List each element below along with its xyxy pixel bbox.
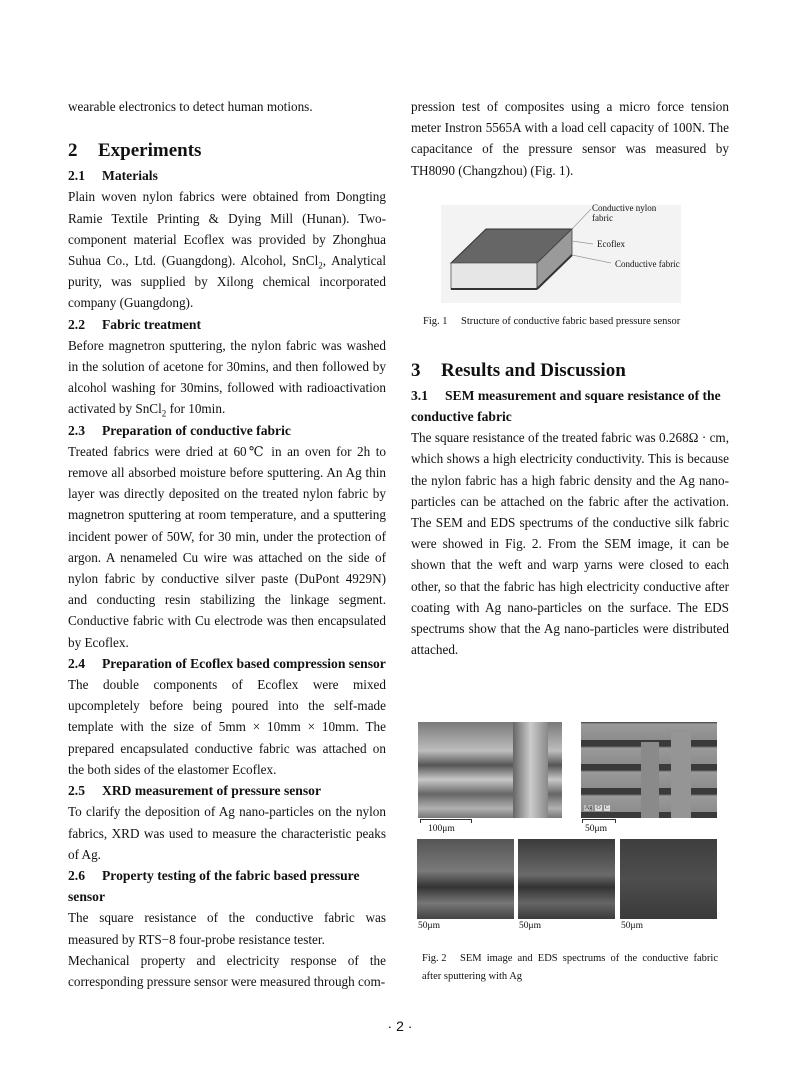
figure-2-caption: Fig. 2 SEM image and EDS spectrums of the conductive fabric after sputtering with Ag	[422, 953, 718, 982]
scale-bar-eds-1: 50μm	[418, 921, 440, 931]
label-ecoflex: Ecoflex	[597, 238, 625, 249]
right-column	[411, 96, 729, 660]
sem-image-low-mag	[418, 722, 562, 818]
eds-map-ag	[417, 839, 514, 919]
scale-bar-eds-2: 50μm	[519, 921, 541, 931]
section-heading-experiments: 2 Experiments	[68, 140, 202, 162]
eds-map-c	[620, 839, 717, 919]
continued-paragraph: pression test of composites using a micro force tension meter Instron 5565A with a load cell capacity of 100N. The capacitance of the pressure sensor was measured by TH8090 (Changzhou) (Fig. 1).	[411, 99, 729, 178]
subsection-heading-fabric-treatment: 2.2 Fabric treatment	[68, 316, 202, 332]
subsection-heading-ecoflex-sensor: 2.4 Preparation of Ecoflex based compression sensor	[68, 655, 386, 671]
intro-tail: wearable electronics to detect human motions.	[68, 99, 313, 114]
eds-legend: Ag O C	[585, 805, 609, 811]
sem-paragraph: The square resistance of the treated fabric was 0.268Ω · cm, which shows a high electricity conductivity. This is because the nylon fabric has a high fabric density and the Ag nano-particles can be attached on the fabric after the activation. The SEM and EDS spectrums of the conductive silk fabric were showed in Fig. 2. From the SEM image, it can be shown that the weft and warp yarns were closed to each other, so that the fabric has high electricity conductive after coating with Ag nano-particles on the surface. The EDS spectrums show that the Ag nano-particles were distributed attached.	[411, 430, 729, 658]
scale-bar-eds-3: 50μm	[621, 921, 643, 931]
materials-paragraph: Plain woven nylon fabrics were obtained from Dongting Ramie Textile Printing & Dying Mill (Hunan). Two-component material Ecoflex was provided by Zhonghua Suhua Co., Ltd. (Guangdong). Alcohol, SnCl$_2$, Analytical purity, was supplied by Xilong chemical incorporated company (Guangdong).	[68, 189, 386, 311]
section-heading-results: 3 Results and Discussion	[411, 359, 626, 381]
figure-1-caption: Fig. 1 Structure of conductive fabric based pressure sensor	[423, 315, 681, 327]
fabric-treatment-paragraph: Before magnetron sputtering, the nylon fabric was washed in the solution of acetone for 30mins, and then followed by alcohol washing for 30mins, followed with radioactivation activated by SnCl$_2$ for 10min.	[68, 337, 386, 420]
ecoflex-sensor-paragraph: The double components of Ecoflex were mixed upcompletely before being poured into the self-made template with the size of 5mm × 10mm × 10mm. The prepared encapsulated conductive fabric was attached on the both sides of the elastomer Ecoflex.	[68, 677, 386, 777]
scale-bar-100um: 100μm	[420, 819, 472, 835]
scale-bar-50um: 50μm	[582, 819, 616, 835]
subsection-heading-materials: 2.1 Materials	[68, 168, 158, 184]
subsection-heading-sem: 3.1 SEM measurement and square resistance of the conductive fabric	[411, 387, 721, 425]
sem-image-high-mag	[581, 722, 717, 818]
label-conductive-nylon-fabric: Conductive nylon fabric	[592, 202, 657, 223]
subsection-heading-xrd: 2.5 XRD measurement of pressure sensor	[68, 783, 321, 799]
sensor-structure-diagram	[411, 199, 729, 309]
property-testing-paragraph-2: Mechanical property and electricity response of the corresponding pressure sensor were measured through com-	[68, 952, 386, 989]
subsection-heading-conductive-fabric: 2.3 Preparation of conductive fabric	[68, 422, 291, 438]
eds-map-o	[518, 839, 615, 919]
left-column	[68, 96, 386, 992]
property-testing-paragraph-1: The square resistance of the conductive fabric was measured by RTS−8 four-probe resistance tester.	[68, 910, 386, 947]
ecoflex-front-face	[451, 263, 537, 289]
conductive-fabric-paragraph: Treated fabrics were dried at 60℃ in an oven for 2h to remove all absorbed moisture before sputtering. An Ag thin layer was directly deposited on the treated nylon fabric by magnetron sputtering at room temperature, and a sputtering incident power of 50W, for 30 min, under the protection of argon. A nenameled Cu wire was attached on the side of nylon fabric by conductive silver paste (DuPont 4929N) and conducting resin stabilizing the linkage segment. Conductive fabric with Cu electrode was then encapsulated by Ecoflex.	[68, 443, 386, 650]
page-number: · 2 ·	[387, 1018, 413, 1034]
figure-1	[411, 199, 729, 309]
xrd-paragraph: To clarify the deposition of Ag nano-particles on the nylon fabrics, XRD was used to measure the characteristic peaks of Ag.	[68, 804, 386, 862]
label-conductive-fabric: Conductive fabric	[615, 258, 680, 269]
subsection-heading-property-testing: 2.6 Property testing of the fabric based pressure sensor	[68, 867, 360, 905]
